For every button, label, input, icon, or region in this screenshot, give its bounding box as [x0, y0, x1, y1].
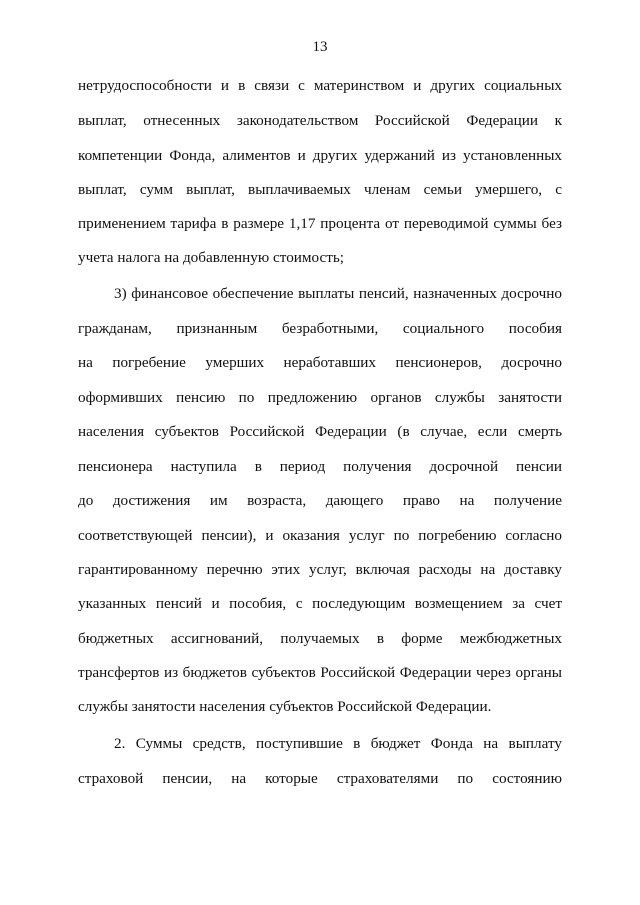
text-line: выплат, сумм выплат, выплачиваемых членам семьи умершего, с	[78, 181, 562, 198]
text-line: соответствующей пенсии), и оказания услуг по погребению согласно	[78, 527, 562, 544]
text-line: трансфертов из бюджетов субъектов Российской Федерации через органы	[78, 664, 562, 681]
text-line: учета налога на добавленную стоимость;	[78, 249, 345, 266]
text-line: оформивших пенсию по предложению органов службы занятости	[78, 389, 562, 406]
text-line: бюджетных ассигнований, получаемых в форме межбюджетных	[78, 630, 562, 647]
text-line: указанных пенсий и пособия, с последующим возмещением за счет	[78, 595, 562, 612]
text-line: страховой пенсии, на которые страхователями по состоянию	[78, 770, 562, 787]
text-line: населения субъектов Российской Федерации (в случае, если смерть	[78, 423, 562, 440]
text-line: гражданам, признанным безработными, социального пособия	[78, 320, 562, 337]
page-number: 13	[312, 39, 328, 55]
text-line: до достижения им возраста, дающего право на получение	[78, 492, 562, 509]
text-line: применением тарифа в размере 1,17 процента от переводимой суммы без	[78, 215, 562, 232]
text-line: гарантированному перечню этих услуг, включая расходы на доставку	[78, 561, 562, 578]
paragraph-first-line: 3) финансовое обеспечение выплаты пенсий, назначенных досрочно	[114, 285, 562, 302]
text-line: на погребение умерших неработавших пенсионеров, досрочно	[78, 354, 562, 371]
paragraph-first-line: 2. Суммы средств, поступившие в бюджет Фонда на выплату	[114, 735, 562, 752]
text-line: нетрудоспособности и в связи с материнством и других социальных	[78, 77, 562, 94]
text-line: службы занятости населения субъектов Российской Федерации.	[78, 698, 492, 715]
text-line: компетенции Фонда, алиментов и других удержаний из установленных	[78, 147, 562, 164]
text-line: пенсионера наступила в период получения досрочной пенсии	[78, 458, 562, 475]
text-line: выплат, отнесенных законодательством Российской Федерации к	[78, 112, 562, 129]
